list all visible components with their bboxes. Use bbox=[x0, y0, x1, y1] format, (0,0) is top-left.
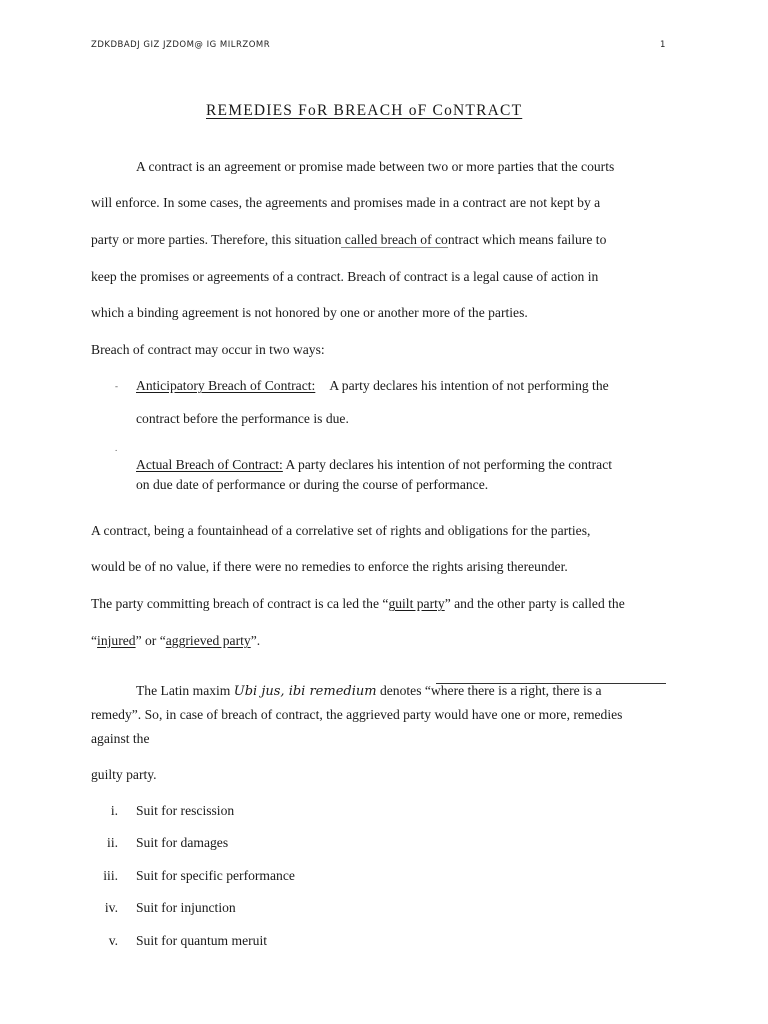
para2-line2: would be of no value, if there were no remedies to enforce the rights arising thereunder. bbox=[91, 559, 568, 574]
para1-line4: keep the promises or agreements of a contract. Breach of contract is a legal cause of action in bbox=[91, 269, 599, 284]
quote-close: ”. bbox=[250, 633, 261, 648]
remedy-number: i. bbox=[110, 803, 118, 818]
injured-term: injured bbox=[97, 633, 136, 648]
latin-maxim: Ubi jus, ibi remedium bbox=[233, 684, 377, 699]
bullet-marker: . bbox=[115, 443, 118, 453]
para2-line4 bbox=[91, 633, 260, 649]
remedy-label: Suit for damages bbox=[136, 835, 229, 850]
way-anticipatory bbox=[136, 378, 609, 394]
para2-line3-text: The party committing breach of contract is ca led the “ bbox=[91, 596, 389, 611]
way-actual bbox=[136, 457, 612, 473]
way-actual-line2: on due date of performance or during the course of performance. bbox=[136, 477, 489, 492]
way-term: Actual Breach of Contract: bbox=[136, 457, 283, 472]
para1-line3-text: party or more parties. Therefore, this situation bbox=[91, 232, 342, 247]
para1-line2: will enforce. In some cases, the agreements and promises made in a contract are not kept by a bbox=[91, 195, 601, 210]
called-breach-term: called breach of co bbox=[341, 232, 448, 247]
ways-intro: Breach of contract may occur in two ways: bbox=[91, 342, 325, 357]
page-number: 1 bbox=[660, 40, 666, 50]
para1-line5: which a binding agreement is not honored by one or another more of the parties. bbox=[91, 305, 528, 320]
way-anticipatory-line2: contract before the performance is due. bbox=[136, 411, 349, 426]
quote-open: “ bbox=[91, 633, 98, 648]
quote-or: ” or “ bbox=[135, 633, 166, 648]
para2-line3 bbox=[91, 596, 625, 612]
remedy-label: Suit for injunction bbox=[136, 900, 236, 915]
para3-line1-text: The Latin maxim bbox=[136, 683, 234, 698]
para3-line2: remedy”. So, in case of breach of contract, the aggrieved party would have one or more, remedies bbox=[91, 707, 623, 722]
remedy-label: Suit for quantum meruit bbox=[136, 933, 268, 948]
para3-line4: guilty party. bbox=[91, 767, 157, 782]
remedy-number: v. bbox=[108, 933, 118, 948]
guilt-party-term: guilt party bbox=[388, 596, 445, 611]
para3-line3: against the bbox=[91, 731, 150, 746]
para1-line3 bbox=[91, 232, 606, 248]
way-text: A party declares his intention of not performing the bbox=[329, 378, 609, 393]
para2-line3-rest: ” and the other party is called the bbox=[444, 596, 625, 611]
document-title: REMEDIES FoR BREACH oF CoNTRACT bbox=[206, 102, 523, 119]
remedy-label: Suit for specific performance bbox=[136, 868, 295, 883]
para3-line1 bbox=[136, 683, 602, 700]
way-term: Anticipatory Breach of Contract: bbox=[136, 378, 316, 393]
para1-line1: A contract is an agreement or promise made between two or more parties that the courts bbox=[136, 159, 615, 174]
aggrieved-party-term: aggrieved party bbox=[165, 633, 251, 648]
para1-line3-rest: ntract which means failure to bbox=[447, 232, 607, 247]
remedy-number: ii. bbox=[107, 835, 118, 850]
running-header: ZDKDBADJ GIZ JZDOM@ IG MILRZOMR bbox=[91, 40, 271, 50]
way-text: A party declares his intention of not performing the contract bbox=[282, 457, 613, 472]
para3-line1-rest: denotes “where there is a right, there is a bbox=[376, 683, 602, 698]
remedy-label: Suit for rescission bbox=[136, 803, 235, 818]
remedy-number: iv. bbox=[104, 900, 118, 915]
bullet-marker: - bbox=[115, 381, 118, 391]
para2-line1: A contract, being a fountainhead of a correlative set of rights and obligations for the parties, bbox=[91, 523, 591, 538]
remedy-number: iii. bbox=[103, 868, 118, 883]
